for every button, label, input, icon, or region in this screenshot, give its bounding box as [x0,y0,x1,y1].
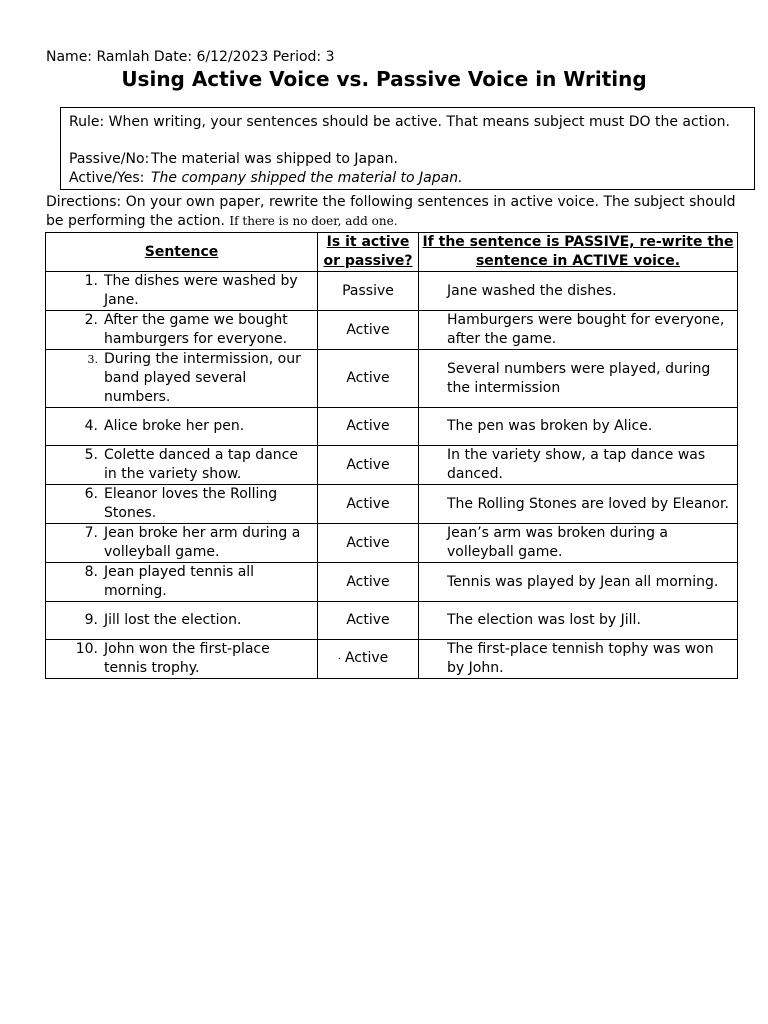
sentence-cell: Jean broke her arm during a volleyball game. [104,525,301,560]
student-info-line: Name: Ramlah Date: 6/12/2023 Period: 3 [46,49,335,65]
sentence-cell: Eleanor loves the Rolling Stones. [104,486,278,521]
voice-cell: Active [318,602,419,640]
active-label: Active/Yes: [69,170,145,186]
rewrite-cell: Tennis was played by Jean all morning. [419,563,738,602]
table-row [46,640,738,679]
voice-value: Active [344,650,389,666]
row-number: 2. [84,312,98,328]
sentence-cell: Colette danced a tap dance in the variety show. [104,447,298,482]
directions [46,193,736,231]
table-row [46,563,738,602]
row-number: 5. [84,447,98,463]
header-sentence: Sentence [46,233,318,272]
row-number: 10. [75,641,98,657]
table-row [46,350,738,408]
row-number: 3. [87,353,98,366]
active-example-text: The company shipped the material to Japan. [151,170,463,186]
rewrite-cell: Jane washed the dishes. [419,272,738,311]
row-number: 6. [84,486,98,502]
rewrite-cell: The pen was broken by Alice. [419,408,738,446]
row-number: 9. [84,612,98,628]
rewrite-cell: Several numbers were played, during the intermission [419,350,738,408]
voice-cell: Active [318,563,419,602]
row-number: 4. [84,418,98,434]
directions-note: If there is no doer, add one. [229,214,398,228]
row-number: 8. [84,564,98,580]
rewrite-cell: In the variety show, a tap dance was danced. [419,446,738,485]
voice-cell: Passive [318,272,419,311]
active-example [69,169,746,188]
sentence-cell: Alice broke her pen. [104,418,245,434]
table-row [46,602,738,640]
sentence-cell: During the intermission, our band played several numbers. [104,351,301,405]
sentence-table [45,232,738,679]
header-voice: Is it active or passive? [318,233,419,272]
voice-cell: Active [318,311,419,350]
table-header-row [46,233,738,272]
header-rewrite: If the sentence is PASSIVE, re-write the sentence in ACTIVE voice. [419,233,738,272]
table-row [46,485,738,524]
passive-example [69,150,746,169]
rewrite-cell: The first-place tennish tophy was won by John. [419,640,738,679]
sentence-cell: Jean played tennis all morning. [104,564,255,599]
voice-cell: Active [318,524,419,563]
row-number: 7. [84,525,98,541]
voice-cell: Active [318,350,419,408]
stray-dot: · [337,654,341,665]
rewrite-cell: The election was lost by Jill. [419,602,738,640]
sentence-cell: The dishes were washed by Jane. [104,273,298,308]
sentence-cell: Jill lost the election. [104,612,242,628]
rewrite-cell: Jean’s arm was broken during a volleyball game. [419,524,738,563]
passive-example-text: The material was shipped to Japan. [151,151,398,167]
voice-cell [318,640,419,679]
voice-cell: Active [318,446,419,485]
table-row [46,311,738,350]
table-row [46,408,738,446]
rule-box [60,107,755,190]
table-row [46,524,738,563]
rewrite-cell: The Rolling Stones are loved by Eleanor. [419,485,738,524]
table-row [46,446,738,485]
sentence-cell: After the game we bought hamburgers for everyone. [104,312,288,347]
rule-text: Rule: When writing, your sentences should be active. That means subject must DO the action. [69,114,730,130]
passive-label: Passive/No: [69,151,150,167]
worksheet-title: Using Active Voice vs. Passive Voice in Writing [121,67,647,91]
directions-text: Directions: On your own paper, rewrite the following sentences in active voice. The subject should be performing the action. [46,194,736,229]
rewrite-cell: Hamburgers were bought for everyone, after the game. [419,311,738,350]
row-number: 1. [84,273,98,289]
sentence-cell: John won the first-place tennis trophy. [104,641,270,676]
voice-cell: Active [318,485,419,524]
table-row [46,272,738,311]
voice-cell: Active [318,408,419,446]
